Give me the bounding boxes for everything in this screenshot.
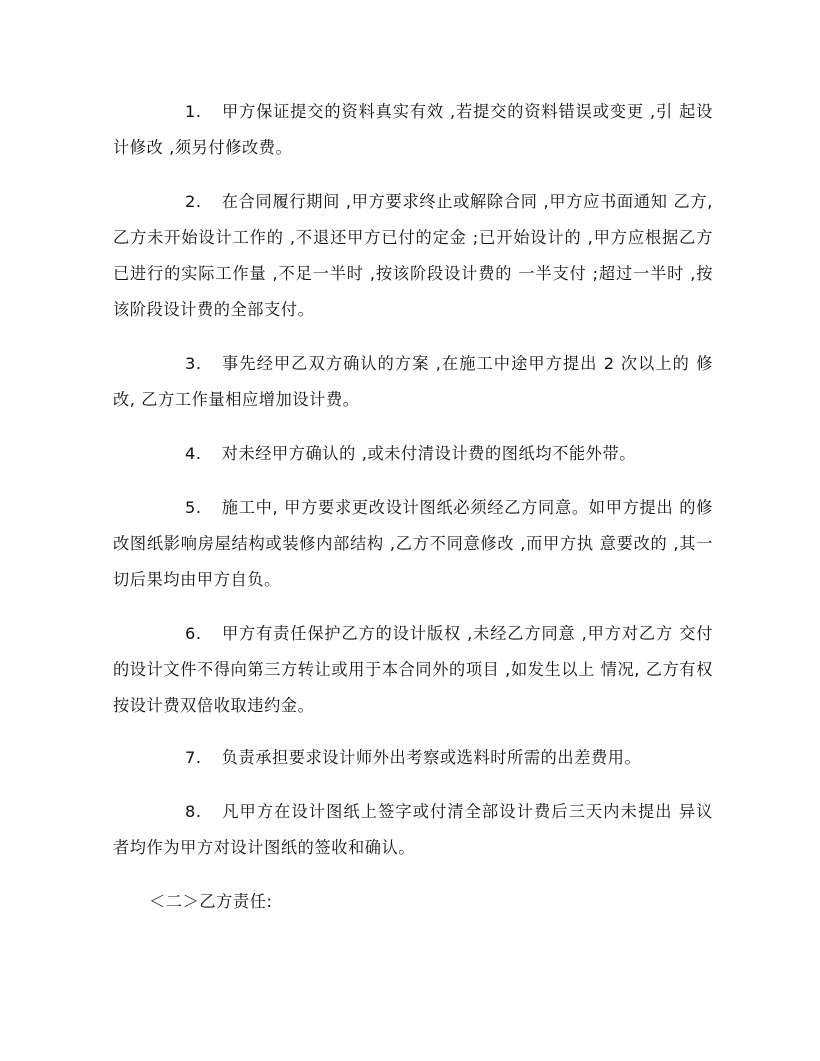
clause-text: 甲方有责任保护乙方的设计版权 ,未经乙方同意 ,甲方对乙方 交付的设计文件不得向第三方转让或用于本合同外的项目 ,如发生以上 情况, 乙方有权按设计费双倍收取违约金。 — [113, 624, 713, 715]
clause-number: 6. — [185, 624, 202, 643]
clause-8 — [113, 794, 713, 866]
clause-text: 甲方保证提交的资料真实有效 ,若提交的资料错误或变更 ,引 起设计修改 ,须另付修改费。 — [113, 102, 713, 157]
clause-7 — [113, 740, 713, 776]
clause-4 — [113, 436, 713, 472]
clause-text: 在合同履行期间 ,甲方要求终止或解除合同 ,甲方应书面通知 乙方,乙方未开始设计工作的 ,不退还甲方已付的定金 ;已开始设计的 ,甲方应根据乙方已进行的实际工作量 ,不足一半时 ,按该阶段设计费的 一半支付 ;超过一半时 ,按该阶段设计费的全部支付。 — [113, 192, 713, 319]
clause-1 — [113, 94, 713, 166]
clause-text: 事先经甲乙双方确认的方案 ,在施工中途甲方提出 2 次以上的 修改, 乙方工作量相应增加设计费。 — [113, 354, 713, 409]
clause-number: 7. — [185, 748, 202, 767]
clause-text: 负责承担要求设计师外出考察或选料时所需的出差费用。 — [221, 748, 642, 767]
section-heading: ＜二＞乙方责任: — [149, 892, 273, 911]
clause-3 — [113, 346, 713, 418]
clause-number: 4. — [185, 444, 202, 463]
clause-text: 施工中, 甲方要求更改设计图纸必须经乙方同意。如甲方提出 的修改图纸影响房屋结构或装修内部结构 ,乙方不同意修改 ,而甲方执 意要改的 ,其一切后果均由甲方自负。 — [113, 498, 713, 589]
clause-text: 凡甲方在设计图纸上签字或付清全部设计费后三天内未提出 异议者均作为甲方对设计图纸的签收和确认。 — [113, 802, 713, 857]
clause-text: 对未经甲方确认的 ,或未付清设计费的图纸均不能外带。 — [221, 444, 637, 463]
clause-2 — [113, 184, 713, 328]
clause-number: 5. — [185, 498, 202, 517]
clause-number: 2. — [185, 192, 202, 211]
clause-5 — [113, 490, 713, 598]
clause-number: 3. — [185, 354, 202, 373]
clause-number: 8. — [185, 802, 202, 821]
clause-6 — [113, 616, 713, 724]
clause-number: 1. — [185, 102, 202, 121]
